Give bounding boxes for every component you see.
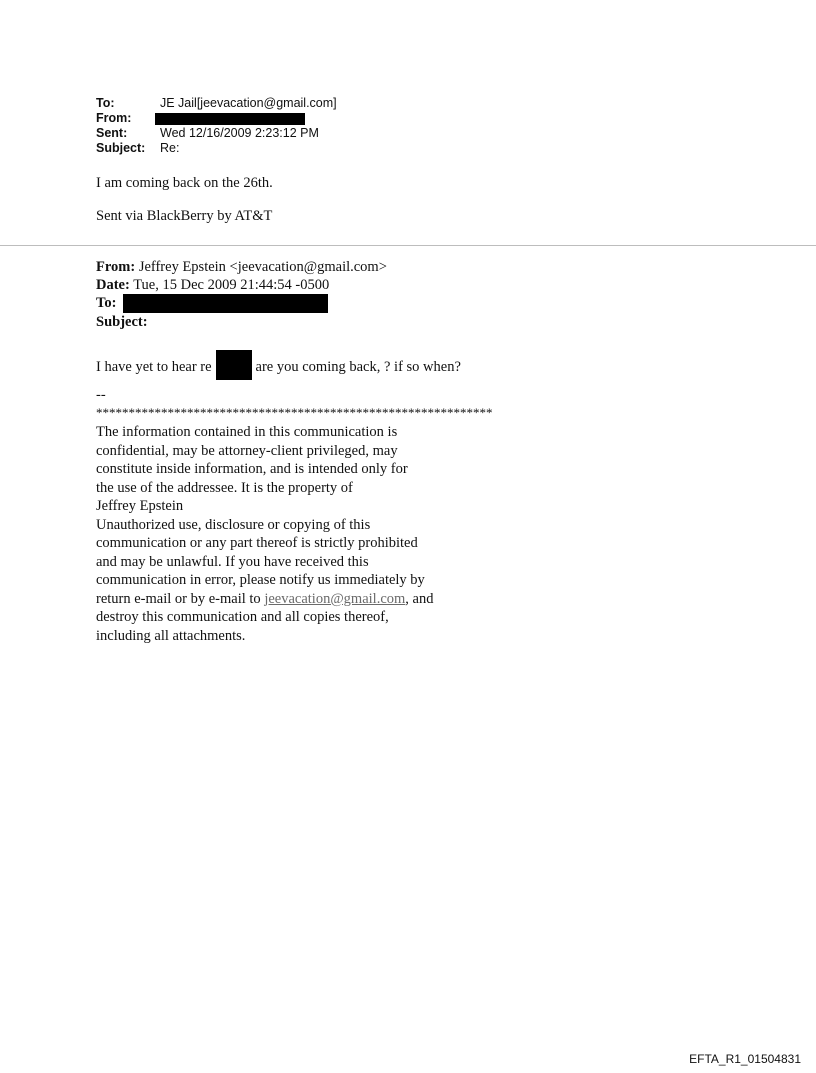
quoted-from-value: Jeffrey Epstein <jeevacation@gmail.com> <box>138 259 387 275</box>
header-to-row <box>96 96 337 111</box>
header-subject-row <box>96 141 337 156</box>
reply-body: I am coming back on the 26th. <box>96 175 273 191</box>
redaction-block <box>216 350 252 380</box>
sent-label: Sent: <box>96 126 128 140</box>
email-header <box>96 96 337 156</box>
redaction-block <box>123 294 328 313</box>
quoted-date-label: Date: <box>96 277 130 293</box>
quoted-subject-label: Subject: <box>96 314 148 331</box>
subject-value: Re: <box>160 141 180 155</box>
signature-dashes: -- <box>96 387 106 403</box>
email-link[interactable]: jeevacation@gmail.com <box>264 590 406 607</box>
disclaimer-line: and may be unlawful. If you have received this <box>96 553 369 570</box>
disclaimer-line-with-link <box>96 590 493 609</box>
quoted-date-value: Tue, 15 Dec 2009 21:44:54 -0500 <box>133 277 330 293</box>
quoted-from-row <box>96 258 387 276</box>
disclaimer-line: including all attachments. <box>96 627 246 644</box>
confidentiality-disclaimer <box>96 387 493 645</box>
disclaimer-line: constitute inside information, and is intended only for <box>96 461 408 477</box>
quoted-subject-row <box>96 313 387 331</box>
disclaimer-line: confidential, may be attorney-client privileged, may <box>96 442 398 459</box>
document-id: EFTA_R1_01504831 <box>689 1052 801 1066</box>
quoted-body-start: I have yet to hear re <box>96 359 212 375</box>
disclaimer-line-end: , and <box>405 590 434 607</box>
reply-signature: Sent via BlackBerry by AT&T <box>96 208 273 224</box>
sent-value: Wed 12/16/2009 2:23:12 PM <box>160 126 319 140</box>
disclaimer-line: Unauthorized use, disclosure or copying of this <box>96 516 371 533</box>
to-label: To: <box>96 96 115 110</box>
disclaimer-line-start: return e-mail or by e-mail to <box>96 590 265 607</box>
disclaimer-line: the use of the addressee. It is the property of <box>96 479 353 496</box>
quoted-from-label: From: <box>96 259 136 275</box>
disclaimer-line: Jeffrey Epstein <box>96 498 184 514</box>
quoted-to-label: To: <box>96 295 117 311</box>
quoted-to-row <box>96 294 387 313</box>
asterisk-separator: ************************************************************* <box>96 405 493 420</box>
from-value <box>160 111 305 126</box>
disclaimer-line: communication in error, please notify us immediately by <box>96 572 425 588</box>
quoted-header <box>96 258 387 331</box>
header-sent-row <box>96 126 337 141</box>
quoted-body <box>96 350 461 380</box>
redaction-block <box>155 113 305 125</box>
message-divider <box>0 245 816 246</box>
disclaimer-line: communication or any part thereof is strictly prohibited <box>96 535 418 551</box>
header-from-row <box>96 111 337 126</box>
subject-label: Subject: <box>96 141 146 155</box>
to-value: JE Jail[jeevacation@gmail.com] <box>160 96 337 110</box>
quoted-date-row <box>96 276 387 294</box>
disclaimer-line: destroy this communication and all copies thereof, <box>96 609 389 625</box>
quoted-body-end: are you coming back, ? if so when? <box>255 359 461 375</box>
disclaimer-line: The information contained in this communication is <box>96 424 398 440</box>
from-label: From: <box>96 111 132 125</box>
